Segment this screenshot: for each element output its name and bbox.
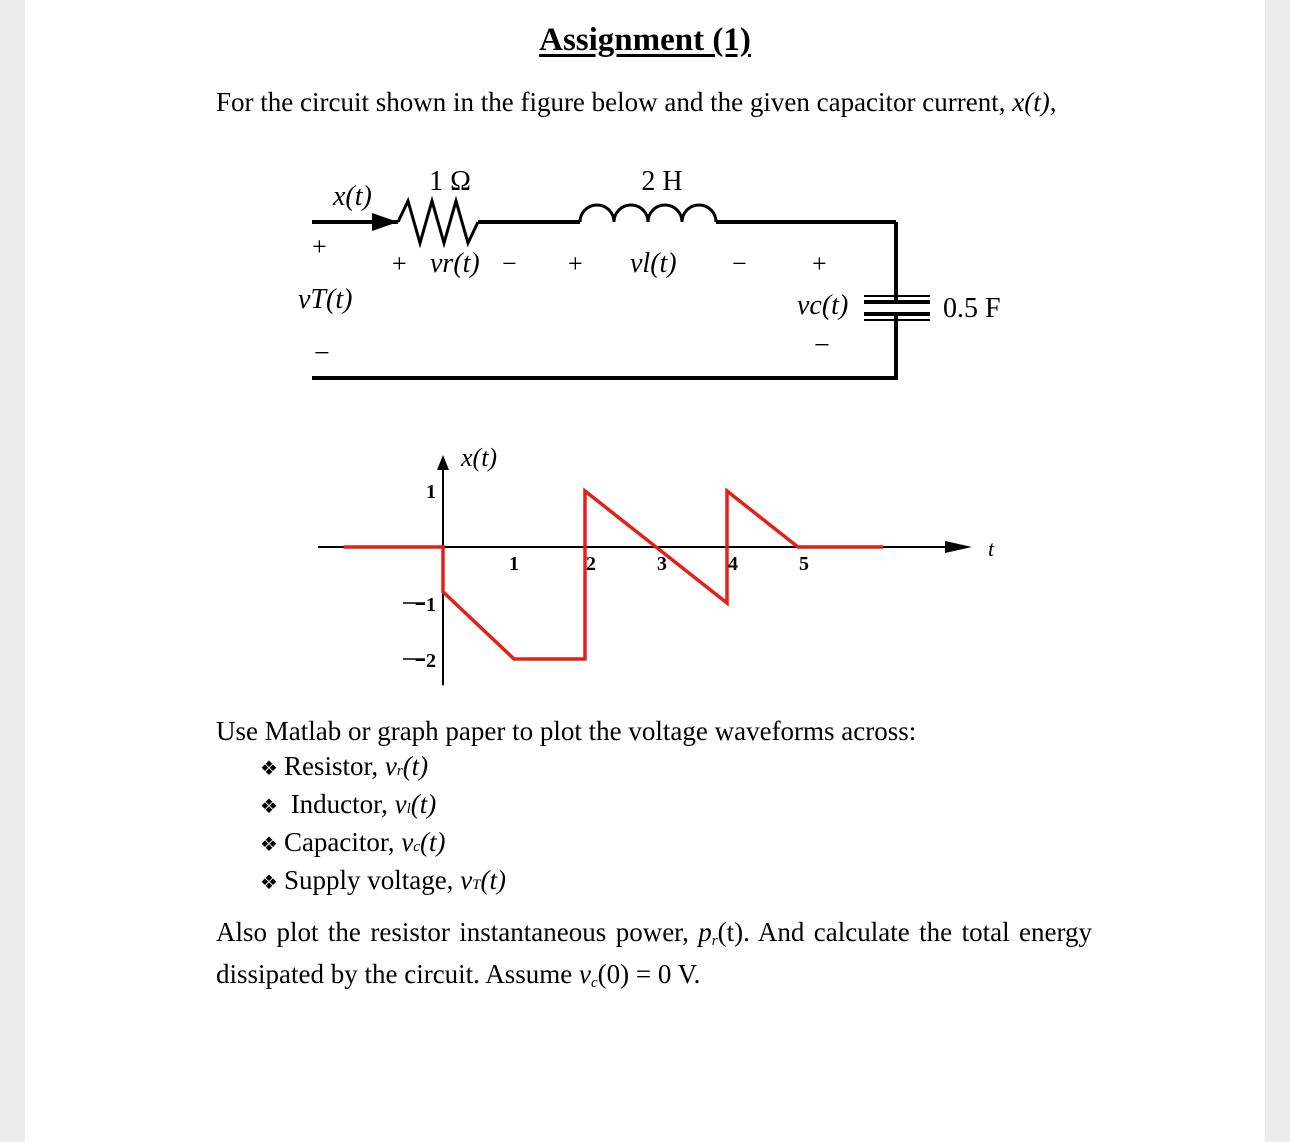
instruction-sub: c [413,839,420,855]
vT-plus-sign: + [312,232,327,261]
instruction-item [260,864,506,902]
instruction-list [260,750,506,902]
instruction-var: v [460,865,473,895]
series-line [344,491,884,659]
instruction-sub: r [396,763,403,779]
vl-minus-sign: − [732,249,747,278]
vr-plus-sign: + [392,249,407,278]
instruction-text: Inductor, [283,789,395,819]
vr-minus-sign: − [502,249,517,278]
diamond-bullet-icon: ❖ [260,756,278,780]
instruction-item [260,788,506,826]
instruction-var: v [394,789,407,819]
intro-x-label: x(t), [1012,87,1057,117]
instruction-tail: (t) [410,789,437,819]
x-tick-label: 4 [728,553,738,575]
instruction-item [260,826,506,864]
vl-label: vl(t) [630,248,677,279]
power-var: p [698,917,712,947]
intro-text: For the circuit shown in the figure below and the given capacitor current, [216,87,1006,117]
instruction-sub: T [472,877,481,893]
vc-plus-sign: + [812,249,827,278]
vc-minus-sign: − [814,330,830,361]
y-tick-label: 1 [426,481,436,503]
diamond-bullet-icon: ❖ [260,794,278,818]
power-sub: r [711,933,718,949]
vc-var: v [578,959,591,989]
capacitor-value: 0.5 F [943,293,1001,324]
vT-label: vT(t) [298,284,353,315]
instructions-lead: Use Matlab or graph paper to plot the voltage waveforms across: [216,716,917,746]
x-tick-label: 2 [586,553,596,575]
x-tick-label: 1 [509,553,519,575]
vl-plus-sign: + [568,249,583,278]
instruction-tail: (t) [419,827,446,857]
current-label: x(t) [333,181,372,212]
closing-part2: (t). And calculate the total energy dissipated by the circuit. Assume [216,917,1092,989]
instruction-text: Capacitor, [283,827,402,857]
closing-paragraph [216,916,1092,1000]
x-axis-arrow-icon [945,541,972,553]
instruction-text: Resistor, [283,751,385,781]
closing-part1: Also plot the resistor instantaneous power, [216,917,699,947]
x-tick-label: 5 [799,553,809,575]
instruction-tail: (t) [480,865,506,895]
vc-label: vc(t) [797,290,849,321]
instruction-text: Supply voltage, [283,865,461,895]
instruction-sub: l [406,801,411,817]
x-axis-label: t [988,536,995,561]
page-title: Assignment (1) [539,22,751,58]
vr-label: vr(t) [430,248,480,279]
inductor-value: 2 H [641,166,683,197]
vT-minus-sign: − [314,338,330,369]
diamond-bullet-icon: ❖ [260,832,278,856]
vc-sub: c [590,975,598,991]
diamond-bullet-icon: ❖ [260,870,278,894]
instruction-tail: (t) [402,751,429,781]
resistor-value: 1 Ω [429,166,471,197]
instruction-item [260,750,506,788]
y-axis-arrow-icon [437,455,449,470]
y-tick-label: −1 [414,594,436,616]
x-tick-label: 3 [657,553,667,575]
y-axis-label: x(t) [461,443,498,472]
instruction-var: v [401,827,414,857]
closing-part3: (0) = 0 V. [597,959,701,989]
y-tick-label: −2 [414,650,436,672]
instruction-var: v [384,751,397,781]
